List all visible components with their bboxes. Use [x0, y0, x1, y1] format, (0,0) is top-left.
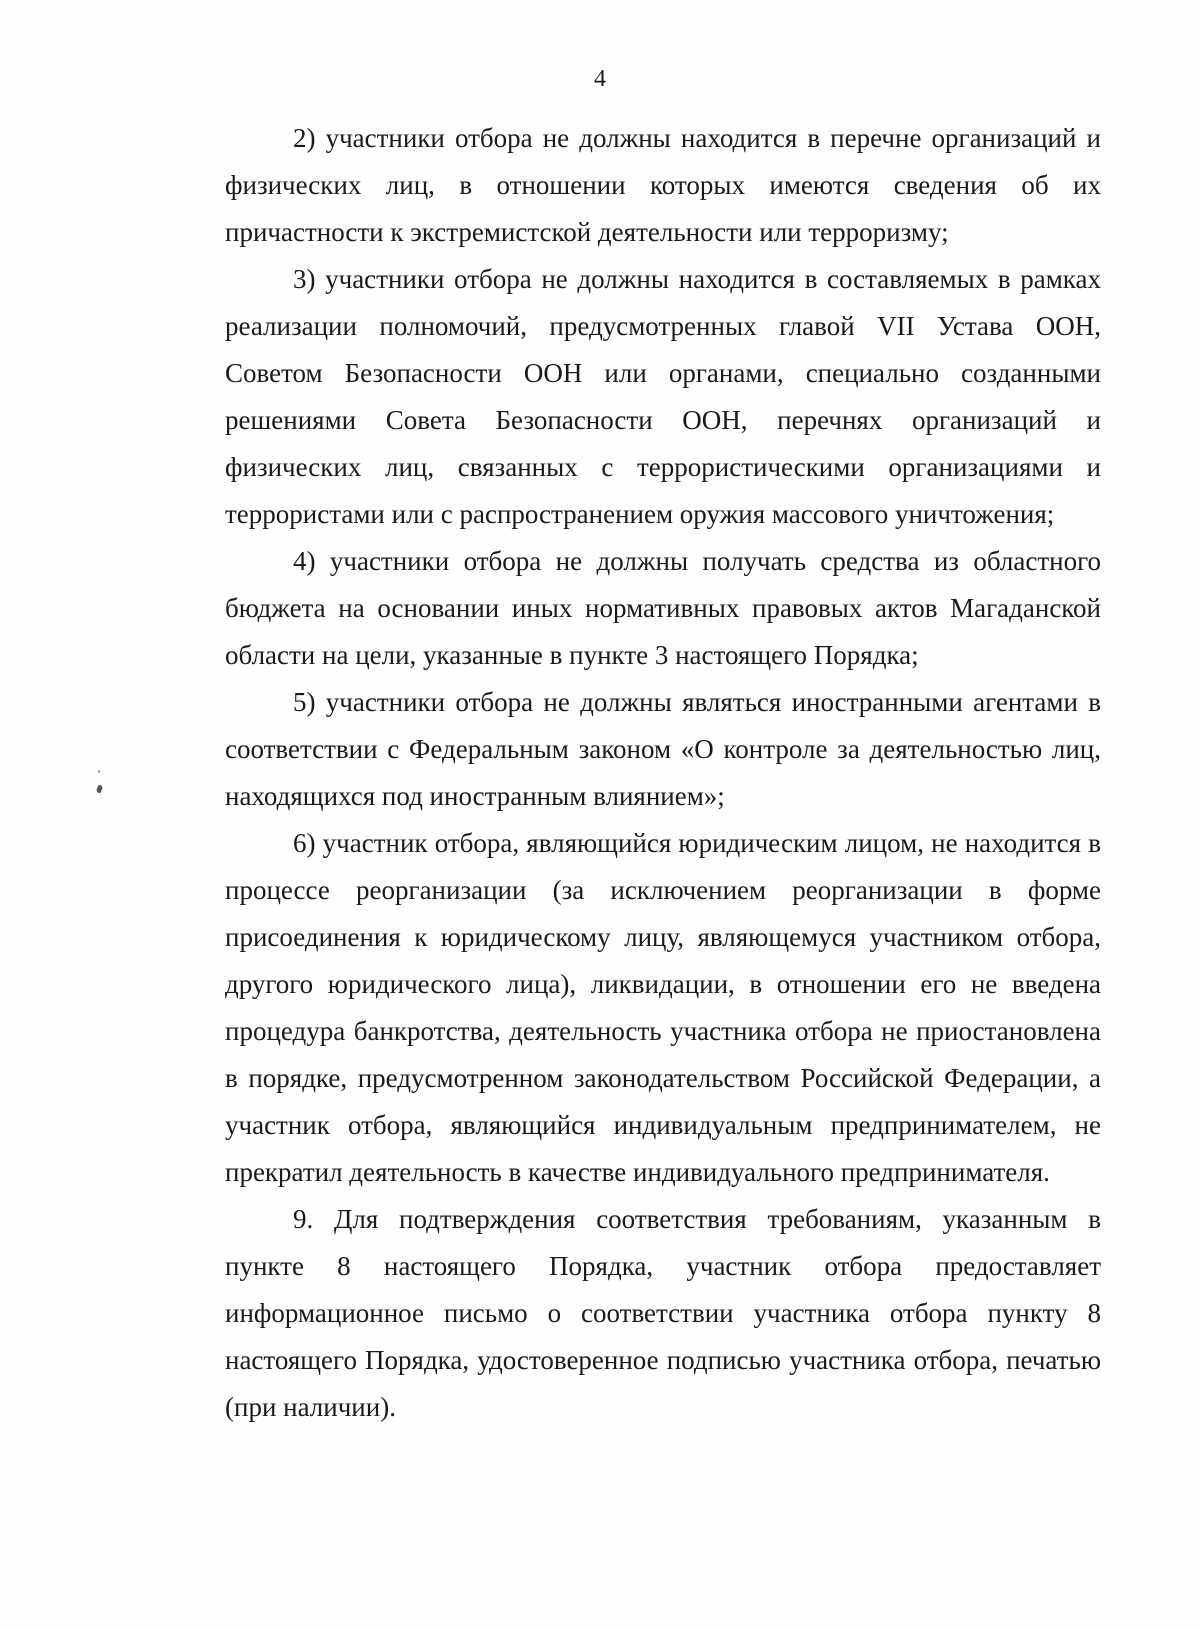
paragraph-item-5: 5) участники отбора не должны являться иностранными агентами в соответствии с Федеральным законом «О контроле за деятельностью лиц, находящихся под иностранным влиянием»; — [225, 687, 1101, 811]
paragraph-clause-9: 9. Для подтверждения соответствия требованиям, указанным в пункте 8 настоящего Порядка, участник отбора предоставляет информационное письмо о соответствии участника отбора пункту 8 настоящего Порядка, удостоверенное подписью участника отбора, печатью (при наличии). — [225, 1204, 1101, 1422]
scan-speck — [98, 770, 100, 773]
page-number: 4 — [594, 66, 606, 92]
paragraph-item-3: 3) участники отбора не должны находится в составляемых в рамках реализации полномочий, предусмотренных главой VII Устава ООН, Советом Безопасности ООН или органами, специально созданными решениями Совета Безопасности ООН, перечнях организаций и физических лиц, связанных с террористическими организациями и террористами или с распространением оружия массового уничтожения; — [225, 264, 1101, 529]
paragraph-item-4: 4) участники отбора не должны получать средства из областного бюджета на основании иных нормативных правовых актов Магаданской области на цели, указанные в пункте 3 настоящего Порядка; — [225, 546, 1101, 670]
scan-speck — [96, 784, 103, 793]
paragraph-item-6: 6) участник отбора, являющийся юридическим лицом, не находится в процессе реорганизации (за исключением реорганизации в форме присоединения к юридическому лицу, являющемуся участником отбора, другого юридического лица), ликвидации, в отношении его не введена процедура банкротства, деятельность участника отбора не приостановлена в порядке, предусмотренном законодательством Российской Федерации, а участник отбора, являющийся индивидуальным предпринимателем, не прекратил деятельность в качестве индивидуального предпринимателя. — [225, 828, 1101, 1187]
paragraph-item-2: 2) участники отбора не должны находится в перечне организаций и физических лиц, в отношении которых имеются сведения об их причастности к экстремистской деятельности или терроризму; — [225, 123, 1101, 247]
document-body — [225, 115, 1101, 1431]
